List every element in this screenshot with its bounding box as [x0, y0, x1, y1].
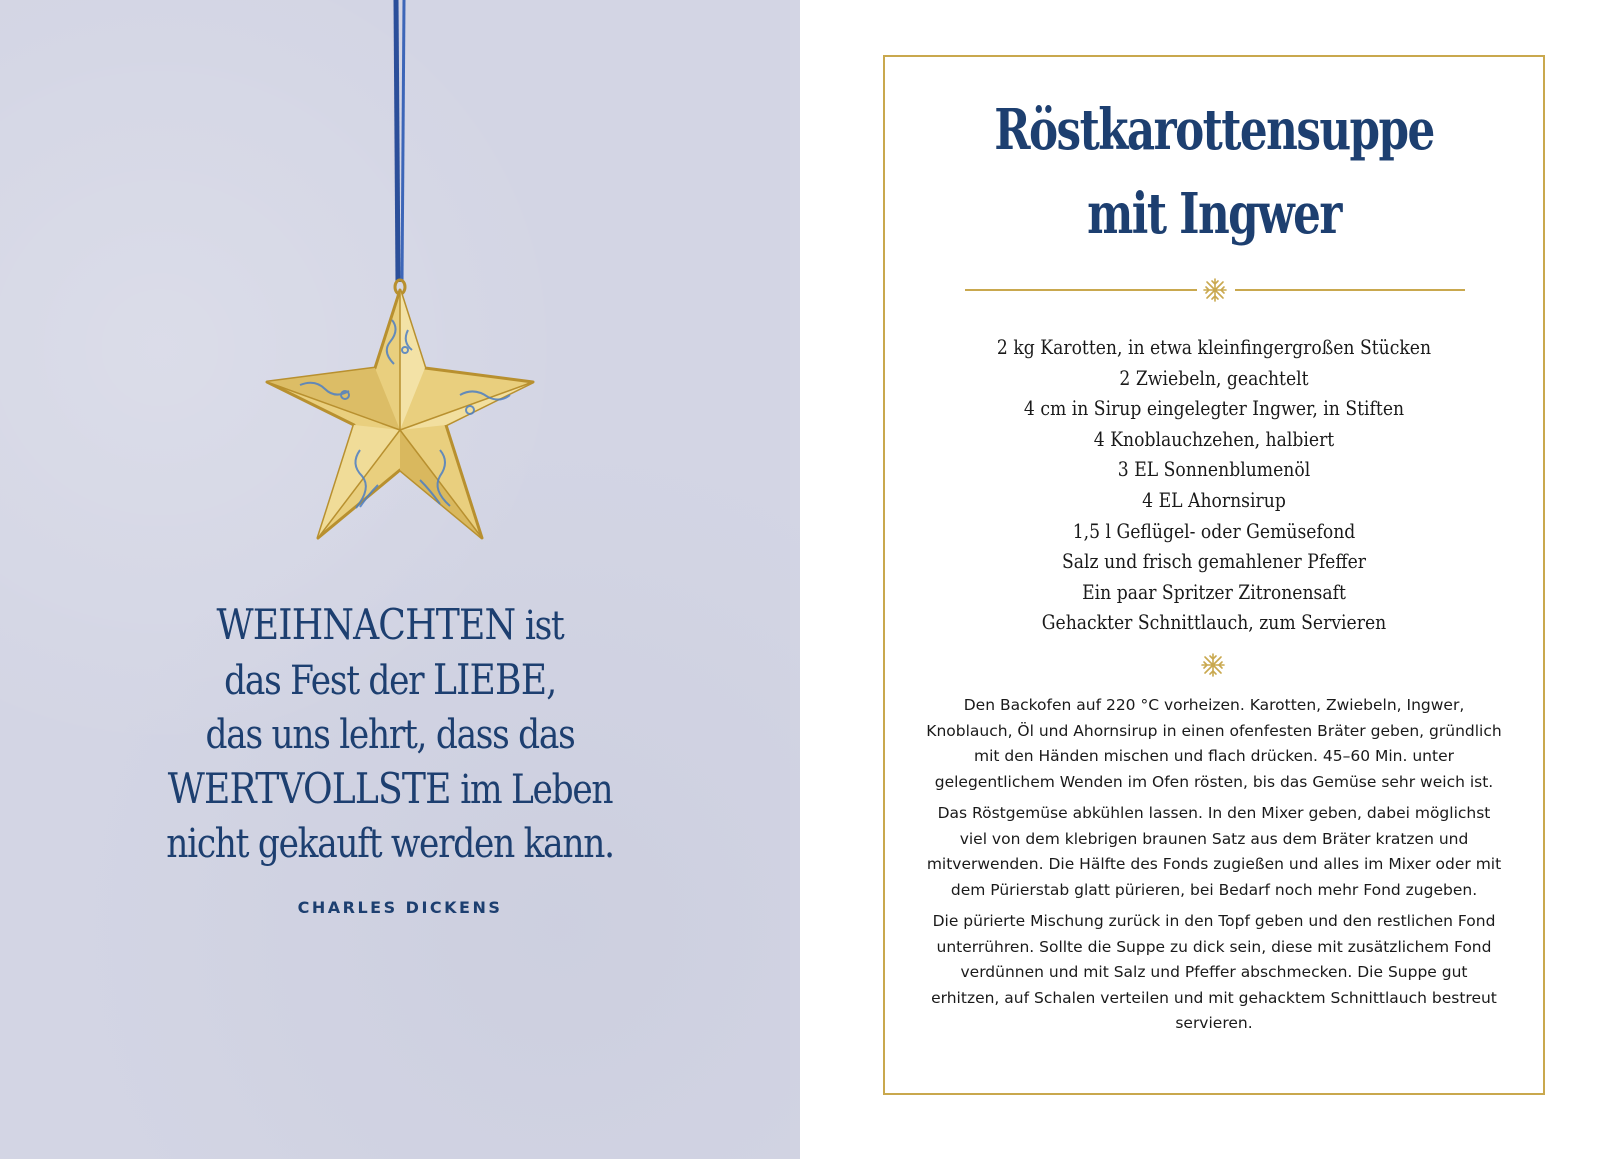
title-divider	[965, 278, 1465, 302]
recipe-title-line-1: Röstkarottensuppe	[994, 97, 1434, 163]
recipe-title-line-2: mit Ingwer	[1087, 181, 1341, 247]
quote-line-2	[158, 653, 622, 708]
ingredient-item: 2 kg Karotten, in etwa kleinfingergroßen Stücken	[996, 335, 1432, 359]
quote-emphasis-liebe: LIEBE	[432, 655, 547, 704]
quote-line-1	[158, 598, 622, 653]
gold-star-ornament-icon	[0, 0, 800, 560]
ingredient-item: Gehackter Schnittlauch, zum Servieren	[1041, 610, 1387, 635]
divider-rule-right	[1235, 289, 1465, 291]
method-paragraph: Die pürierte Mischung zurück in den Topf geben und den restlichen Fond unterrühren. Sollte die Suppe zu dick sein, diese mit zusätzlichem Fond verdünnen und mit Salz und Pfeffer abschmecken. Die Suppe gut erhitzen, auf Schalen verteilen und mit gehacktem Schnittlauch bestreut servieren.	[931, 912, 1497, 1032]
ingredient-item: 1,5 l Geflügel- oder Gemüsefond	[1072, 518, 1356, 543]
quote-line-3: das uns lehrt, dass das	[205, 712, 575, 758]
quote-text: ist	[515, 603, 564, 649]
quote-line-4	[158, 762, 622, 817]
method-paragraph: Das Röstgemüse abkühlen lassen. In den Mixer geben, dabei möglichst viel von dem klebrigen braunen Satz aus dem Bräter kratzen und mitverwenden. Die Hälfte des Fonds zugießen und alles im Mixer oder mit dem Pürierstab glatt pürieren, bei Bedarf noch mehr Fond zugeben.	[926, 804, 1502, 899]
snowflake-icon	[1200, 652, 1226, 678]
divider-rule-left	[965, 289, 1197, 291]
ingredient-item: 4 EL Ahornsirup	[1142, 487, 1286, 512]
ingredient-item: Salz und frisch gemahlener Pfeffer	[1061, 549, 1366, 574]
quote-text: im Leben	[450, 767, 613, 813]
quote	[120, 598, 660, 871]
ingredient-item: 4 cm in Sirup eingelegter Ingwer, in Stiften	[1023, 396, 1405, 421]
quote-emphasis-weihnachten: WEIHNACHTEN	[216, 600, 516, 649]
ingredient-item: Ein paar Spritzer Zitronensaft	[1082, 579, 1346, 604]
method-paragraph: Den Backofen auf 220 °C vorheizen. Karotten, Zwiebeln, Ingwer, Knoblauch, Öl und Ahornsirup in einen ofenfesten Bräter geben, gründlich mit den Händen mischen und flach drücken. 45–60 Min. unter gelegentlichem Wenden im Ofen rösten, bis das Gemüse sehr weich ist.	[926, 696, 1502, 791]
quote-author: CHARLES DICKENS	[297, 898, 503, 917]
quote-text: ,	[546, 658, 556, 704]
right-page	[800, 0, 1600, 1159]
quote-text: das Fest der	[224, 658, 433, 704]
snowflake-icon	[1202, 277, 1228, 303]
ingredient-item: 3 EL Sonnenblumenöl	[1117, 457, 1311, 482]
ingredient-item: 2 Zwiebeln, geachtelt	[1119, 365, 1309, 390]
recipe-title	[883, 88, 1545, 256]
ingredient-item: 4 Knoblauchzehen, halbiert	[1093, 426, 1335, 451]
quote-line-5: nicht gekauft werden kann.	[166, 821, 614, 867]
method-text	[925, 693, 1503, 1043]
ingredient-list	[883, 332, 1545, 638]
quote-emphasis-wertvollste: WERTVOLLSTE	[167, 764, 451, 813]
